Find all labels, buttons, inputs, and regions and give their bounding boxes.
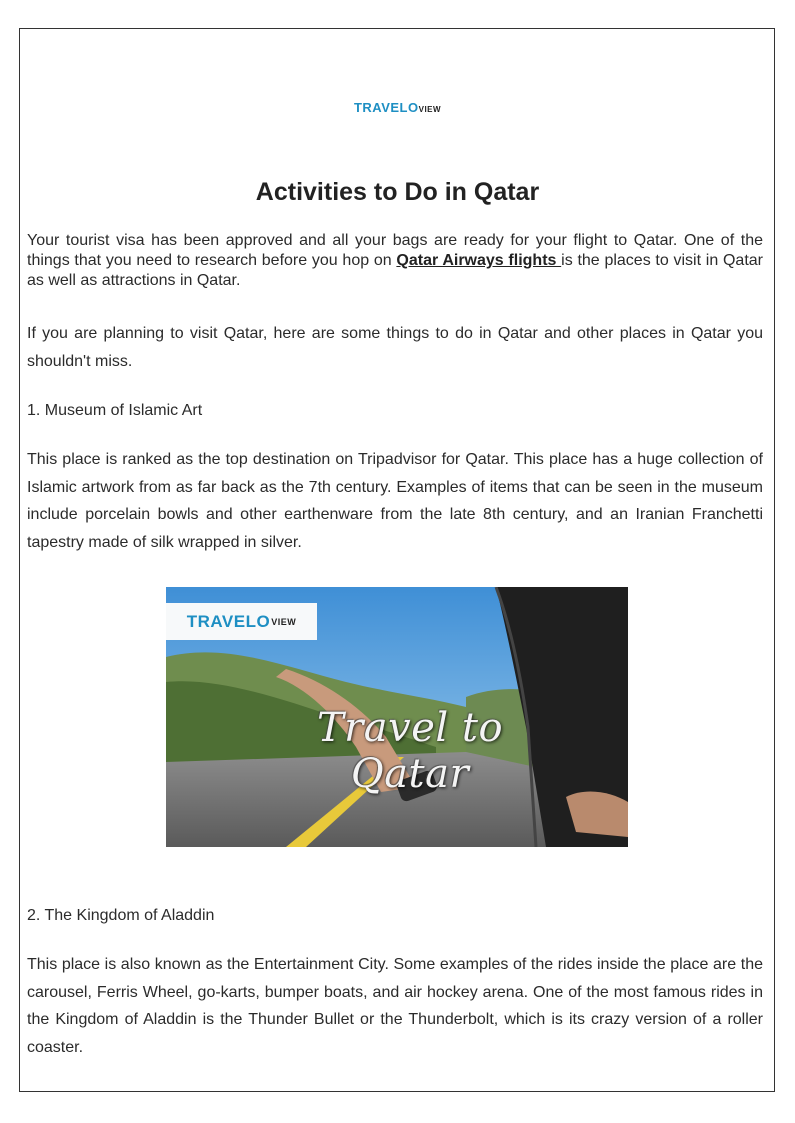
image-logo-o: O	[256, 611, 271, 631]
intro-text-after: is the places to visit in Qatar as well as attractions in Qatar.	[27, 252, 763, 289]
item1-body: This place is ranked as the top destination on Tripadvisor for Qatar. This place has a huge collection of Islamic artwork from as far back as the 7th century. Examples of items that can be seen in the museum include porcelain bowls and other earthenware from the late 8th century, and an Iranian Franchetti tapestry made of silk wrapped in silver.	[27, 451, 763, 551]
image-brand-logo	[166, 603, 317, 640]
logo-view-text: VIEW	[418, 105, 442, 114]
qatar-airways-flights-link[interactable]: Qatar Airways flights	[396, 252, 562, 269]
image-caption-title: Travel to Qatar	[316, 705, 504, 797]
intro-text-before: Your tourist visa has been approved and all your bags are ready for your flight to Qatar. One of the things that you need to research before you hop on	[27, 232, 763, 269]
logo-o-text: O	[407, 100, 419, 115]
planning-paragraph: If you are planning to visit Qatar, here are some things to do in Qatar and other places in Qatar you shouldn't miss.	[27, 325, 763, 370]
item2-heading: 2. The Kingdom of Aladdin	[27, 907, 215, 924]
intro-paragraph	[27, 231, 763, 291]
image-logo-travel: TRAVEL	[186, 611, 257, 631]
travel-to-qatar-image	[166, 587, 628, 847]
item1-heading: 1. Museum of Islamic Art	[27, 402, 203, 419]
brand-logo[interactable]	[0, 100, 795, 115]
item2-body: This place is also known as the Entertainment City. Some examples of the rides inside the place are the carousel, Ferris Wheel, go-karts, bumper boats, and air hockey arena. One of the most famous rides in the Kingdom of Aladdin is the Thunder Bullet or the Thunderbolt, which is its crazy version of a roller coaster.	[27, 956, 763, 1056]
image-logo-view: VIEW	[271, 616, 297, 627]
logo-travel-text: TRAVEL	[353, 100, 408, 115]
page-title: Activities to Do in Qatar	[255, 178, 540, 206]
